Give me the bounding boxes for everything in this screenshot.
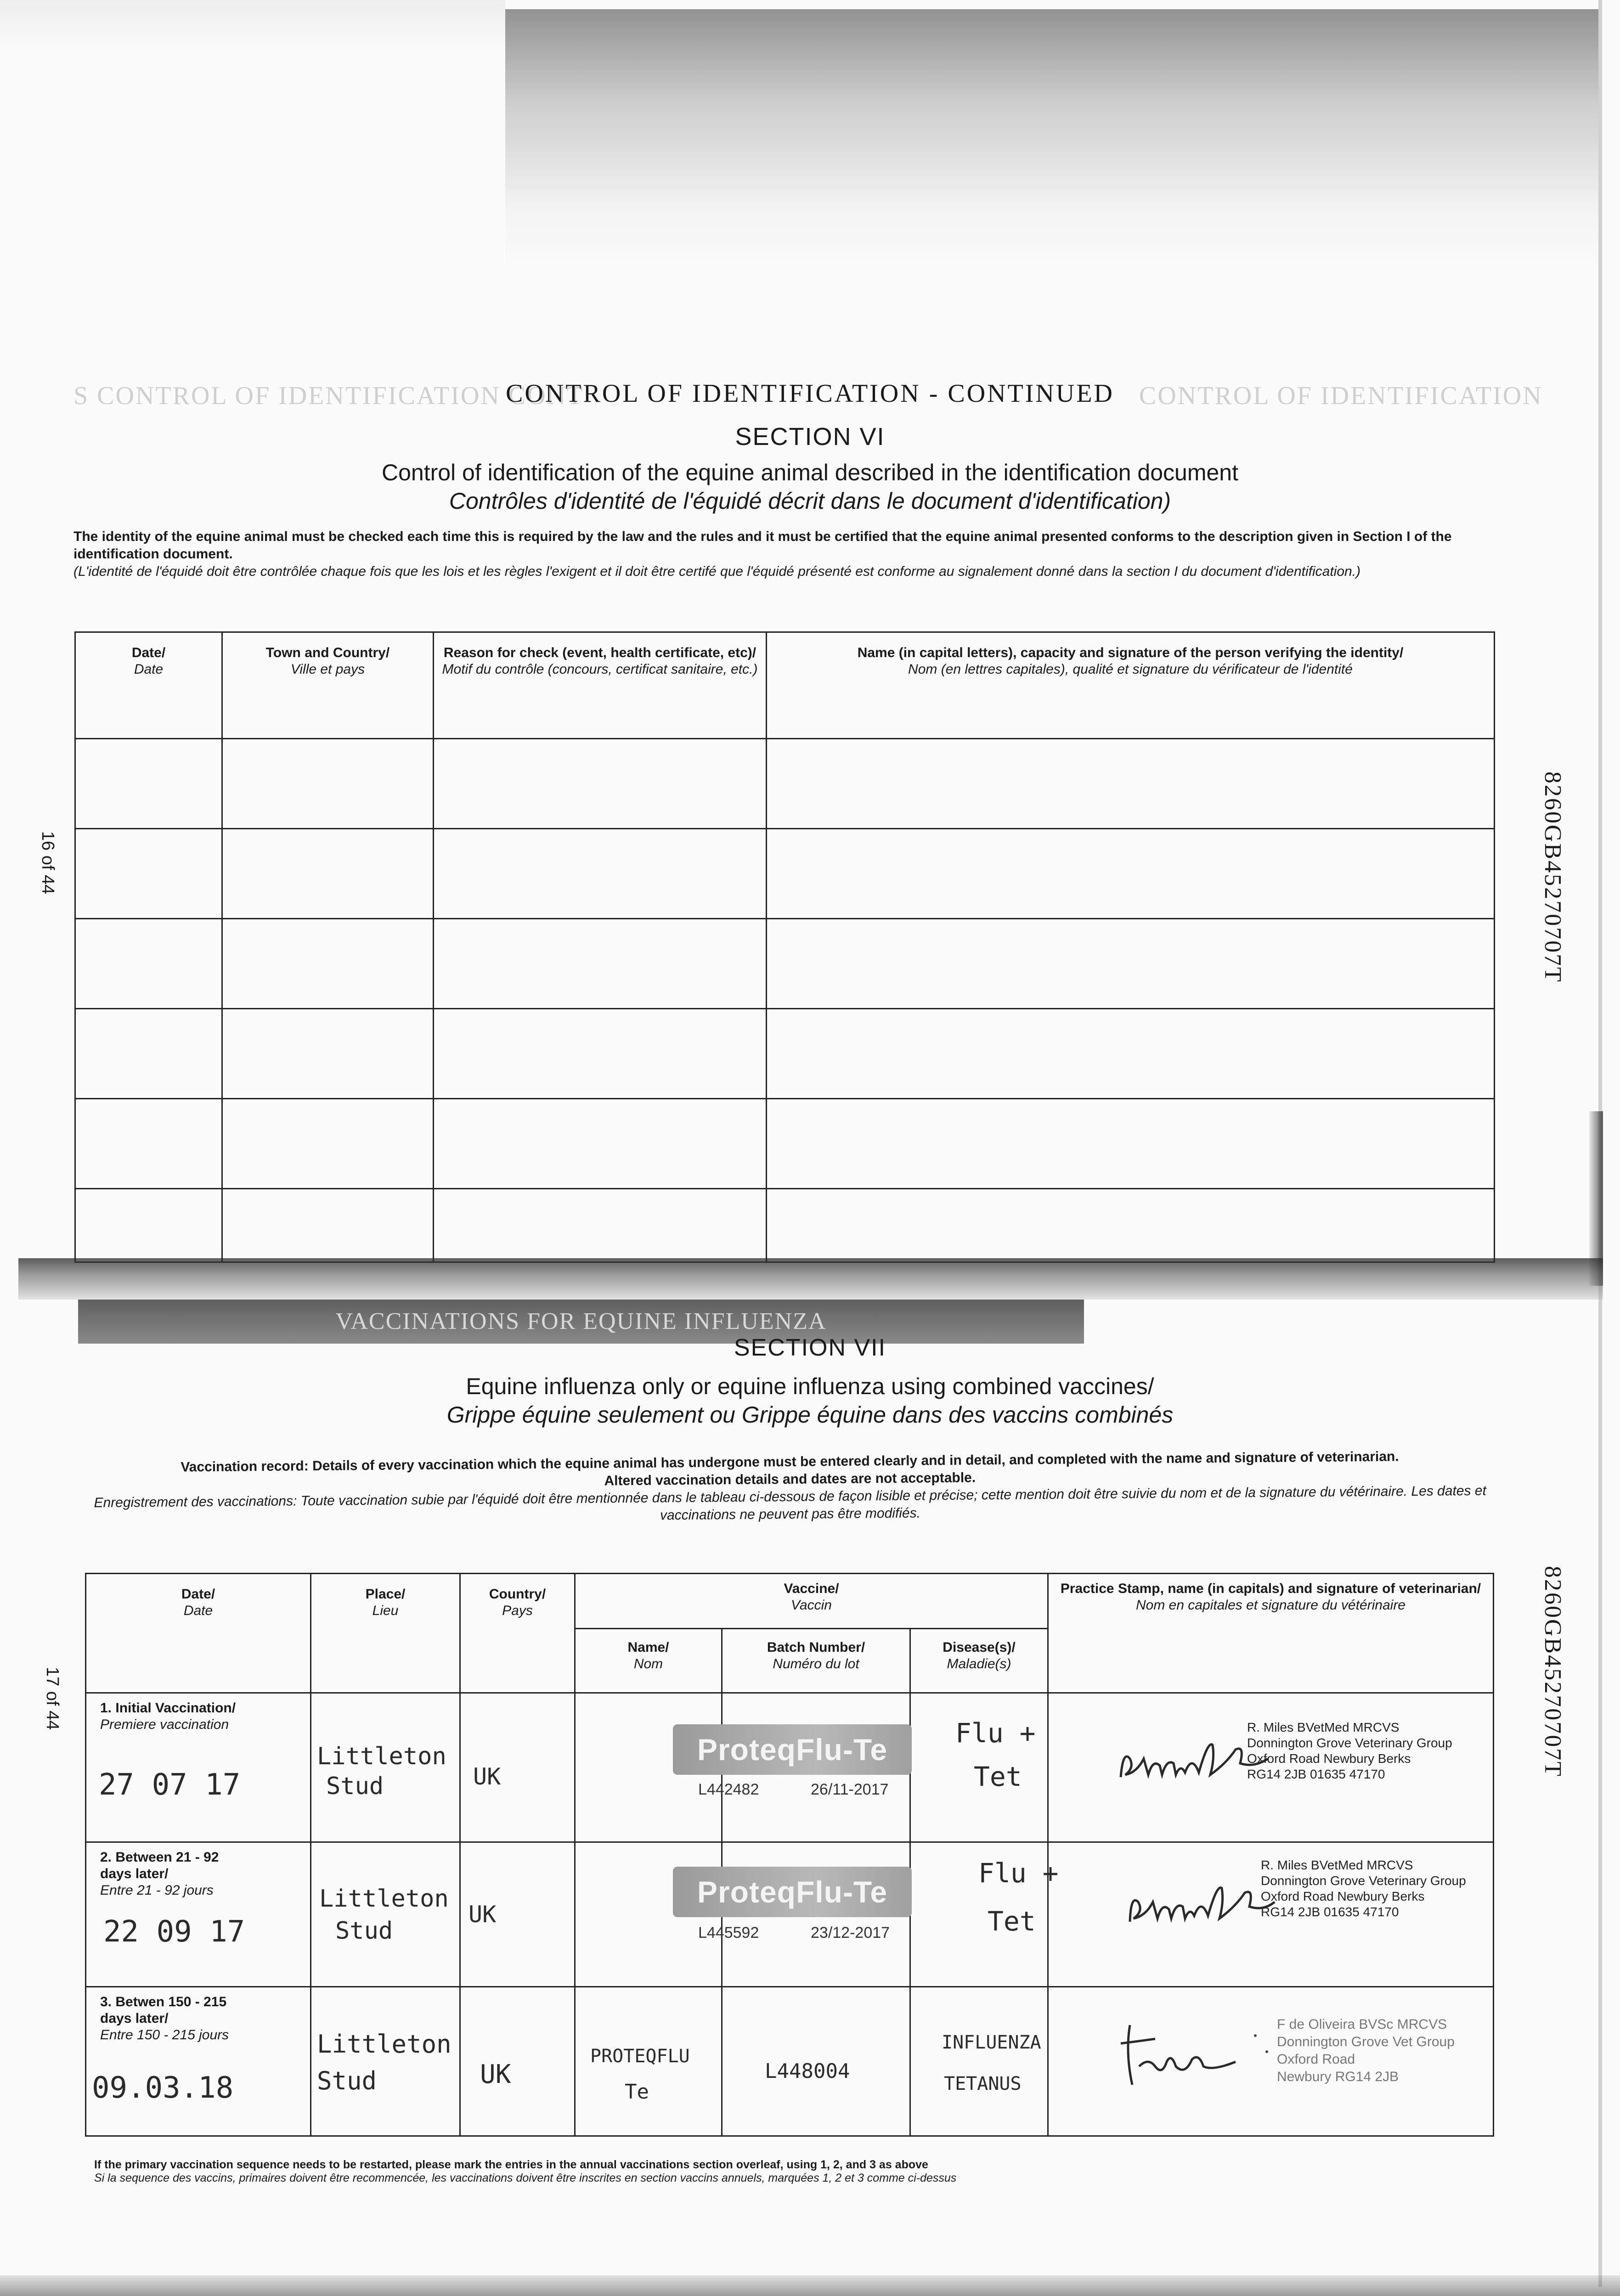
- table-row: [75, 739, 1495, 829]
- identification-check-table: [74, 631, 1495, 1263]
- col-vaccine-name: Name/ Nom: [575, 1629, 722, 1693]
- page-number-16: 16 of 44: [38, 831, 57, 895]
- section-vii-subtitle-fr: Grippe équine seulement ou Grippe équine dans des vaccins combinés: [446, 1402, 1174, 1428]
- section-vii-title: SECTION VII: [734, 1334, 886, 1361]
- table-row: [75, 1009, 1495, 1099]
- row3-place-line1: Littleton: [317, 2030, 452, 2059]
- row2-signature: [1125, 1874, 1277, 1933]
- row2-vet-stamp: R. Miles BVetMed MRCVS Donnington Grove Veterinary Group Oxford Road Newbury Berks RG14 2JB 01635 47170: [1261, 1858, 1466, 1919]
- table-row: [75, 919, 1495, 1009]
- row2-place-line2: Stud: [335, 1917, 393, 1945]
- page-fold: [18, 1258, 1603, 1300]
- row1-lot: L442482: [698, 1781, 759, 1798]
- record-en-2: Altered vaccination details and dates are not acceptable.: [604, 1470, 976, 1489]
- table-row: [75, 1099, 1495, 1189]
- row1-country: UK: [473, 1763, 501, 1790]
- section-vii-band: VACCINATIONS FOR EQUINE INFLUENZA: [78, 1300, 1084, 1344]
- col-reason: Reason for check (event, health certificate, etc)/ Motif du contrôle (concours, certificat sanitaire, etc.): [434, 632, 767, 739]
- instruction-fr: (L'identité de l'équidé doit être contrôlée chaque fois que les lois et les règles l'exigent et il doit être certifé que l'équidé présenté est conforme au signalement donné dans la section I du document d'identification.): [73, 564, 1361, 579]
- row3-country: UK: [480, 2060, 511, 2089]
- scan-shadow: [505, 9, 1598, 276]
- section-vii-subtitle-en: Equine influenza only or equine influenza using combined vaccines/: [466, 1373, 1154, 1399]
- row1-lot-date: 26/11-2017: [811, 1781, 889, 1798]
- table-row: [75, 1189, 1495, 1262]
- col-date: Date/ Date: [86, 1574, 311, 1693]
- section-vi-subtitle-fr: Contrôles d'identité de l'équidé décrit dans le document d'identification): [449, 488, 1171, 514]
- record-fr: Toute vaccination subie par l'équidé doit être mentionnée dans le tableau ci-dessous de façon lisible et précise; cette mention doit être suivie du nom et de la signature du vétérinaire. Les dates et vaccinations ne peuvent pas être modifiés.: [300, 1483, 1486, 1523]
- row1-disease-line1: Flu +: [955, 1717, 1036, 1749]
- row3-disease-line2: TETANUS: [944, 2073, 1022, 2094]
- row2-country: UK: [469, 1901, 497, 1928]
- ink-dot: [1265, 2050, 1268, 2053]
- scan-shadow: [0, 0, 505, 55]
- row1-place-line1: Littleton: [317, 1743, 446, 1770]
- section-vi-instructions: [73, 528, 1470, 580]
- row3-signature: [1112, 2016, 1240, 2094]
- col-town-country: Town and Country/ Ville et pays: [222, 632, 434, 739]
- row2-lot-date: 23/12-2017: [811, 1924, 890, 1941]
- row-label: 1. Initial Vaccination/ Premiere vaccination: [86, 1693, 311, 1842]
- vaccination-record-text: [91, 1447, 1488, 1530]
- record-label: Vaccination record:: [181, 1458, 309, 1475]
- row3-batch: L448004: [765, 2060, 850, 2083]
- page-heading: CONTROL OF IDENTIFICATION - CONTINUED: [506, 379, 1114, 408]
- instruction-en: The identity of the equine animal must be checked each time this is required by the law and the rules and it must be certified that the equine animal presented conforms to the description given in Section I of the identification document.: [73, 529, 1452, 562]
- col-place: Place/ Lieu: [311, 1574, 460, 1693]
- col-diseases: Disease(s)/ Maladie(s): [910, 1629, 1048, 1693]
- row3-date: 09.03.18: [92, 2071, 234, 2105]
- document-id-lower: 8260GB45270707T: [1540, 1566, 1566, 1778]
- row2-disease-line2: Tet: [988, 1906, 1036, 1937]
- section-vi-title: SECTION VI: [735, 423, 885, 450]
- col-batch-number: Batch Number/ Numéro du lot: [722, 1629, 910, 1693]
- faint-bleed-right: CONTROL OF IDENTIFICATION: [1139, 382, 1543, 410]
- col-date: Date/ Date: [75, 632, 222, 739]
- vaccination-header-row-1: [86, 1574, 1494, 1629]
- row-label: 3. Betwen 150 - 215 days later/ Entre 150 - 215 jours: [86, 1987, 311, 2136]
- row2-vaccine-label: ProteqFlu-Te: [673, 1867, 912, 1917]
- row2-lot: L445592: [698, 1924, 759, 1941]
- row3-vaccine-name-line2: Te: [625, 2080, 649, 2104]
- faint-bleed-left: S CONTROL OF IDENTIFICATION CONT: [73, 382, 584, 410]
- scan-bottom-edge: [0, 2275, 1620, 2296]
- row1-date: 27 07 17: [99, 1768, 241, 1802]
- row2-place-line1: Littleton: [319, 1885, 449, 1913]
- col-verifier: Name (in capital letters), capacity and signature of the person verifying the identity/ Nom (en lettres capitales), qualité et signature du vérificateur de l'identité: [767, 632, 1495, 739]
- col-practice-stamp: Practice Stamp, name (in capitals) and signature of veterinarian/ Nom en capitales et signature du vétérinaire: [1048, 1574, 1494, 1693]
- col-vaccine: Vaccine/ Vaccin: [575, 1574, 1048, 1629]
- record-fr-label: Enregistrement des vaccinations:: [94, 1493, 297, 1511]
- table-header-row: [75, 632, 1495, 739]
- row1-place-line2: Stud: [326, 1773, 384, 1800]
- row1-vaccine-label: ProteqFlu-Te: [673, 1724, 912, 1775]
- record-en: Details of every vaccination which the equine animal has undergone must be entered clearly and in detail, and completed with the name and signature of veterinarian.: [312, 1449, 1399, 1474]
- page-number-17: 17 of 44: [43, 1667, 62, 1730]
- footnote: [94, 2158, 1472, 2185]
- row3-place-line2: Stud: [317, 2066, 377, 2095]
- row1-disease-line2: Tet: [974, 1761, 1022, 1792]
- row3-vaccine-name-line1: PROTEQFLU: [590, 2046, 690, 2067]
- row3-vet-stamp: F de Oliveira BVSc MRCVS Donnington Grove Vet Group Oxford Road Newbury RG14 2JB: [1277, 2017, 1455, 2084]
- footnote-en: If the primary vaccination sequence needs to be restarted, please mark the entries in the annual vaccinations section overleaf, using 1, 2, and 3 as above: [94, 2158, 928, 2171]
- row-label: 2. Between 21 - 92 days later/ Entre 21 - 92 jours: [86, 1842, 311, 1987]
- row3-disease-line1: INFLUENZA: [942, 2032, 1041, 2053]
- row2-date: 22 09 17: [103, 1915, 245, 1949]
- document-id-upper: 8260GB45270707T: [1540, 771, 1566, 983]
- ink-dot: [1254, 2034, 1257, 2037]
- section-vi-subtitle-en: Control of identification of the equine animal described in the identification document: [381, 460, 1239, 485]
- row1-vet-stamp: R. Miles BVetMed MRCVS Donnington Grove Veterinary Group Oxford Road Newbury Berks RG14 2JB 01635 47170: [1247, 1720, 1452, 1781]
- table-row: [75, 829, 1495, 919]
- col-country: Country/ Pays: [460, 1574, 575, 1693]
- row2-disease-line1: Flu +: [978, 1857, 1059, 1889]
- footnote-fr: Si la sequence des vaccins, primaires doivent être recommencée, les vaccinations doivent être inscrites en section vaccins annuels, marquées 1, 2 et 3 comme ci-dessus: [94, 2172, 957, 2184]
